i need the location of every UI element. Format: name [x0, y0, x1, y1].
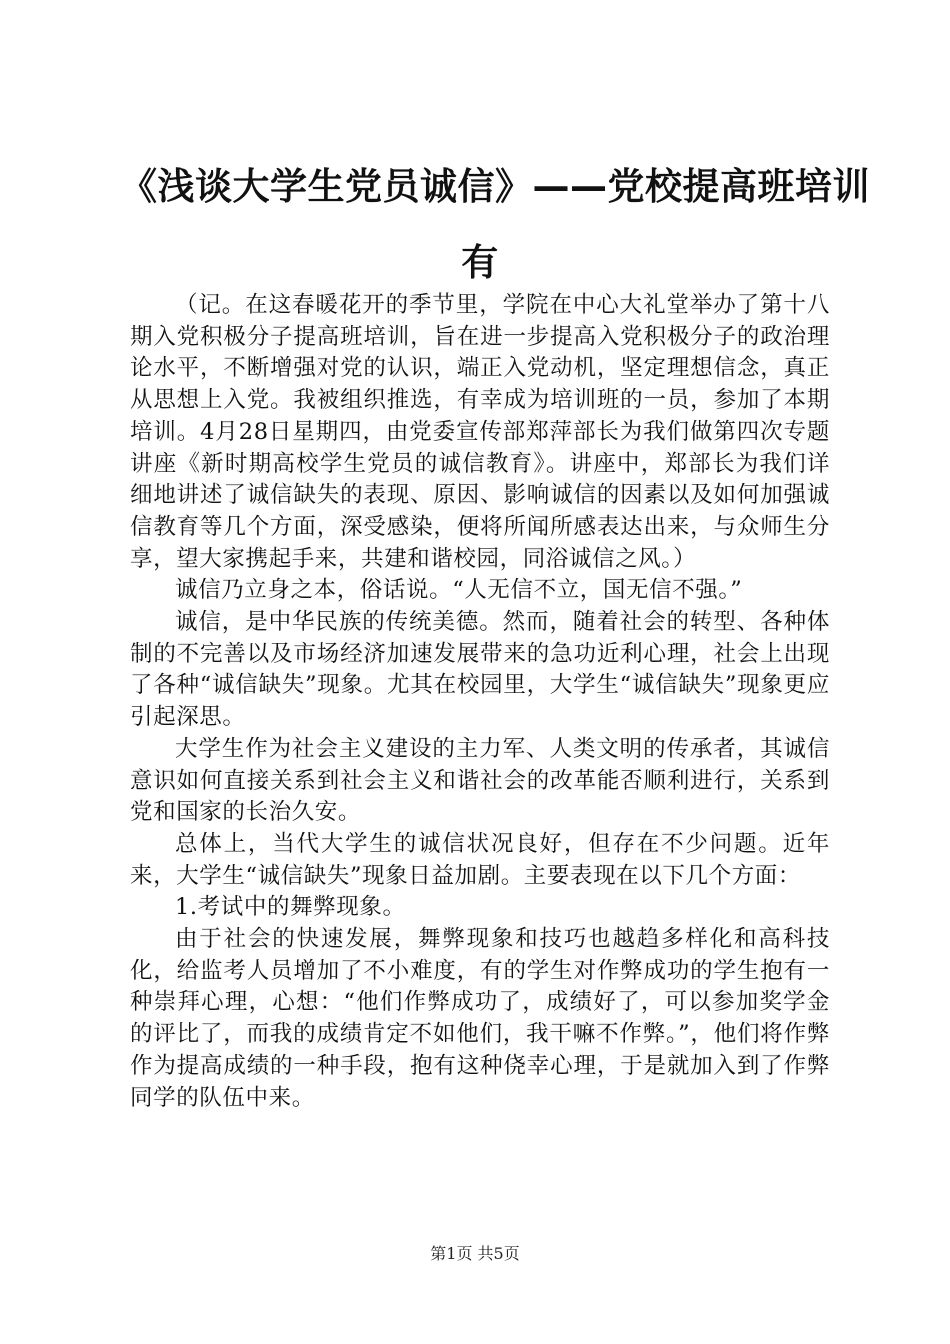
document-body	[130, 290, 830, 1114]
paragraph-overview: 总体上，当代大学生的诚信状况良好，但存在不少问题。近年来，大学生“诚信缺失”现象日益加剧。主要表现在以下几个方面：	[130, 830, 830, 889]
paragraph-proverb: 诚信乃立身之本，俗话说。“人无信不立，国无信不强。”	[175, 577, 743, 604]
paragraph-virtue: 诚信，是中华民族的传统美德。然而，随着社会的转型、各种体制的不完善以及市场经济加速发展带来的急功近利心理，社会上出现了各种“诚信缺失”现象。尤其在校园里，大学生“诚信缺失”现象更应引起深思。	[130, 609, 830, 731]
paragraph-heading-cheating: 1.考试中的舞弊现象。	[175, 894, 406, 921]
page-footer: 第1页 共5页	[430, 1244, 520, 1263]
paragraph-students-role: 大学生作为社会主义建设的主力军、人类文明的传承者，其诚信意识如何直接关系到社会主义和谐社会的改革能否顺利进行，关系到党和国家的长治久安。	[130, 735, 830, 826]
paragraph-cheating: 由于社会的快速发展，舞弊现象和技巧也越趋多样化和高科技化，给监考人员增加了不小难度，有的学生对作弊成功的学生抱有一种崇拜心理，心想：“他们作弊成功了，成绩好了，可以参加奖学金的评比了，而我的成绩肯定不如他们，我干嘛不作弊。”，他们将作弊作为提高成绩的一种手段，抱有这种侥幸心理，于是就加入到了作弊同学的队伍中来。	[130, 926, 830, 1111]
document-title-line-1: 《浅谈大学生党员诚信》——党校提高班培训	[120, 165, 870, 208]
document-title-line-2: 有	[461, 241, 499, 284]
paragraph-intro: （记。在这春暖花开的季节里，学院在中心大礼堂举办了第十八期入党积极分子提高班培训，旨在进一步提高入党积极分子的政治理论水平，不断增强对党的认识，端正入党动机，坚定理想信念，真正从思想上入党。我被组织推选，有幸成为培训班的一员，参加了本期培训。4月28日星期四，由党委宣传部郑萍部长为我们做第四次专题讲座《新时期高校学生党员的诚信教育》。讲座中，郑部长为我们详细地讲述了诚信缺失的表现、原因、影响诚信的因素以及如何加强诚信教育等几个方面，深受感染，便将所闻所感表达出来，与众师生分享，望大家携起手来，共建和谐校园，同浴诚信之风。）	[130, 292, 830, 572]
